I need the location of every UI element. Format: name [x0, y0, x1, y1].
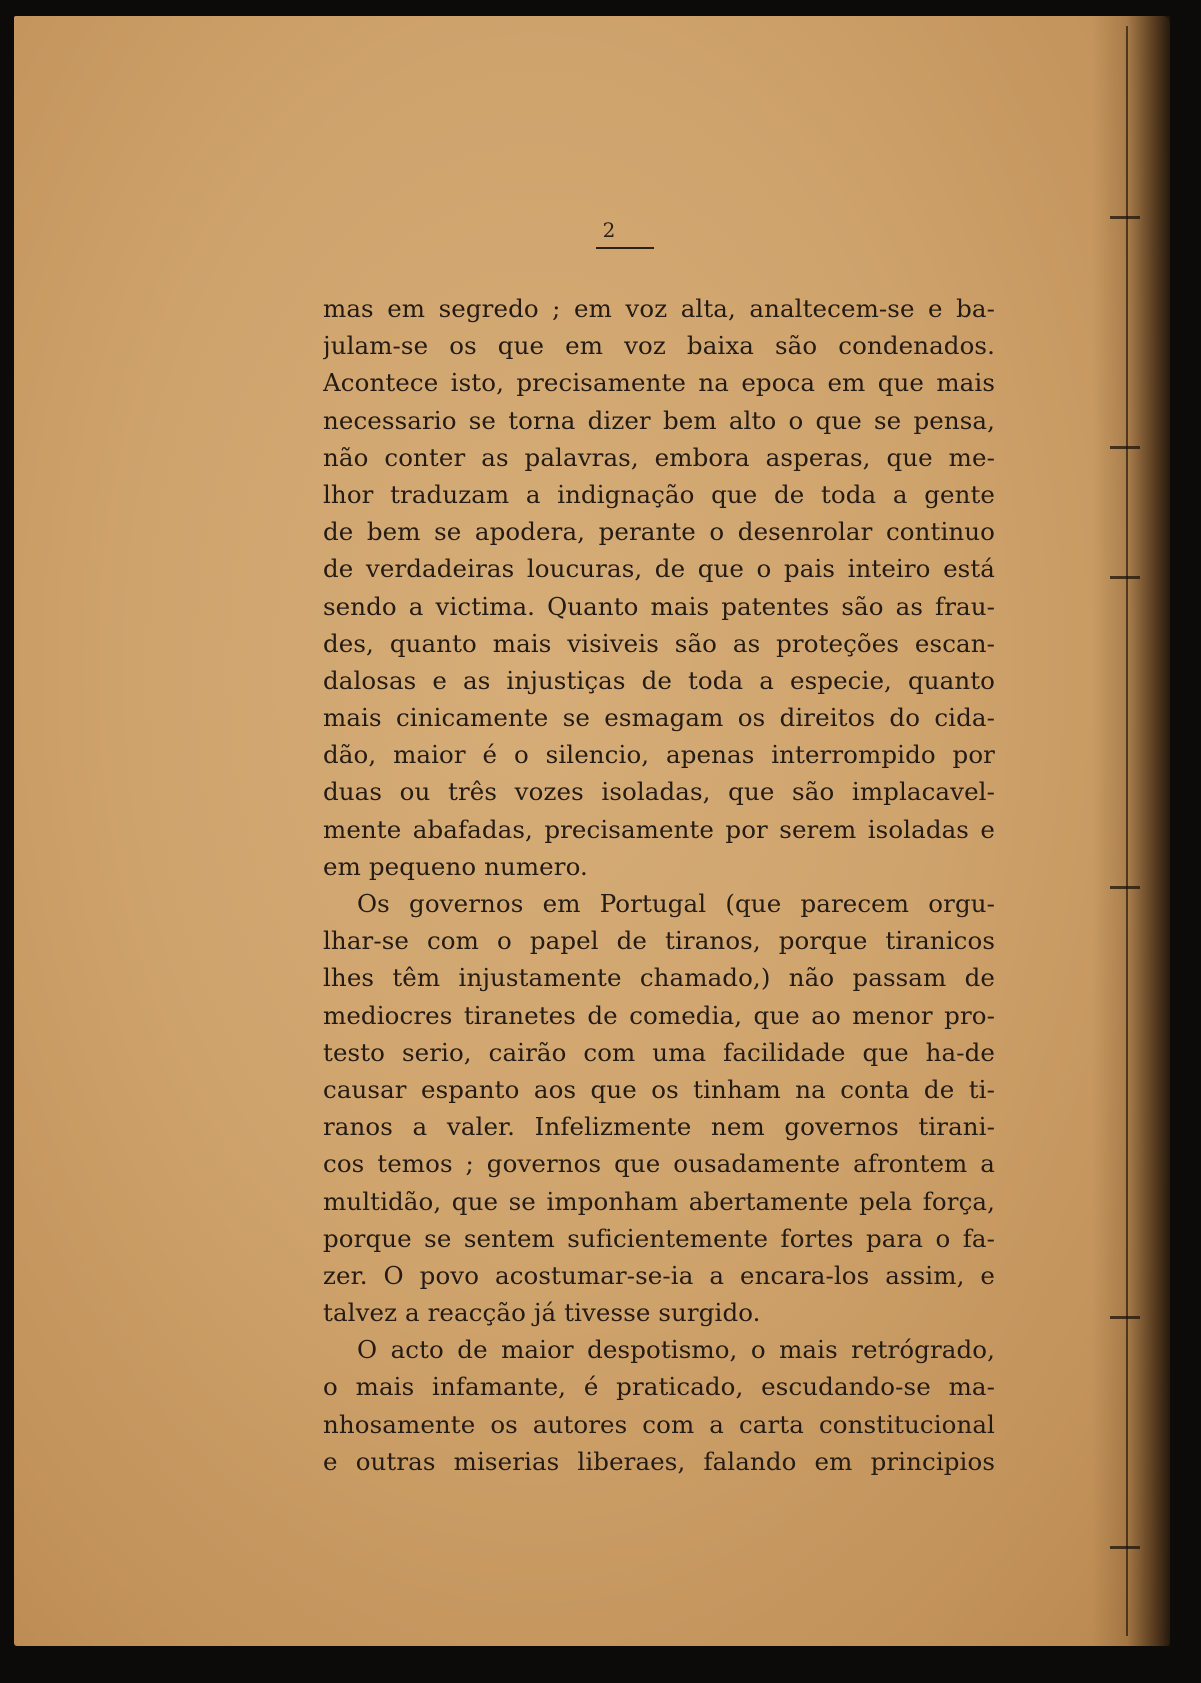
- text-line: Acontece isto, precisamente na epoca em que mais: [323, 368, 995, 398]
- binding-stitch: [1110, 1546, 1140, 1549]
- text-line: ranos a valer. Infelizmente nem governos tirani-: [323, 1112, 995, 1142]
- text-line: dalosas e as injustiças de toda a especie, quanto: [323, 665, 995, 695]
- text-line: lhor traduzam a indignação que de toda a gente: [323, 479, 995, 509]
- paper-sheet: [14, 16, 1170, 1646]
- text-line: testo serio, cairão com uma facilidade que ha-de: [323, 1037, 995, 1067]
- binding-stitch: [1110, 1316, 1140, 1319]
- text-line: mediocres tiranetes de comedia, que ao menor pro-: [323, 1000, 995, 1030]
- text-line: o mais infamante, é praticado, escudando-se ma-: [323, 1372, 995, 1402]
- text-line: de verdadeiras loucuras, de que o pais inteiro está: [323, 554, 995, 584]
- text-line: causar espanto aos que os tinham na conta de ti-: [323, 1074, 995, 1104]
- text-line: dão, maior é o silencio, apenas interrompido por: [323, 740, 995, 770]
- text-line: lhes têm injustamente chamado,) não passam de: [323, 963, 995, 993]
- text-line: Os governos em Portugal (que parecem orgu-: [357, 889, 995, 918]
- text-line: mas em segredo ; em voz alta, analtecem-se e ba-: [323, 294, 995, 323]
- text-line: sendo a victima. Quanto mais patentes são as frau-: [323, 591, 995, 621]
- text-line: necessario se torna dizer bem alto o que se pensa,: [323, 405, 995, 435]
- binding-gutter: [1092, 16, 1170, 1646]
- text-line: des, quanto mais visiveis são as proteções escan-: [323, 628, 995, 658]
- text-line: mente abafadas, precisamente por serem isoladas e: [323, 814, 995, 844]
- text-line: porque se sentem suficientemente fortes para o fa-: [323, 1223, 995, 1253]
- text-line: não conter as palavras, embora asperas, que me-: [323, 442, 995, 472]
- text-line: talvez a reacção já tivesse surgido.: [323, 1298, 761, 1328]
- text-line: cos temos ; governos que ousadamente afrontem a: [323, 1149, 995, 1179]
- body-text: [323, 290, 995, 1480]
- page-number-rule: [596, 247, 654, 249]
- text-line: mais cinicamente se esmagam os direitos do cida-: [323, 703, 995, 733]
- text-line: duas ou três vozes isoladas, que são implacavel-: [323, 777, 995, 807]
- text-line: zer. O povo acostumar-se-ia a encara-los assim, e: [323, 1260, 995, 1290]
- binding-stitch: [1110, 446, 1140, 449]
- text-line: em pequeno numero.: [323, 851, 588, 881]
- text-line: nhosamente os autores com a carta constitucional: [323, 1409, 995, 1439]
- text-line: lhar-se com o papel de tiranos, porque tiranicos: [323, 926, 995, 956]
- text-line: O acto de maior despotismo, o mais retrógrado,: [357, 1335, 995, 1365]
- page-number: 2: [602, 218, 616, 242]
- binding-edge-line: [1126, 26, 1128, 1636]
- text-line: multidão, que se imponham abertamente pela força,: [323, 1186, 995, 1216]
- text-line: de bem se apodera, perante o desenrolar continuo: [323, 517, 995, 547]
- binding-stitch: [1110, 216, 1140, 219]
- binding-stitch: [1110, 576, 1140, 579]
- text-line: julam-se os que em voz baixa são condenados.: [323, 331, 995, 361]
- binding-stitch: [1110, 886, 1140, 889]
- text-line: e outras miserias liberaes, falando em principios: [323, 1446, 995, 1476]
